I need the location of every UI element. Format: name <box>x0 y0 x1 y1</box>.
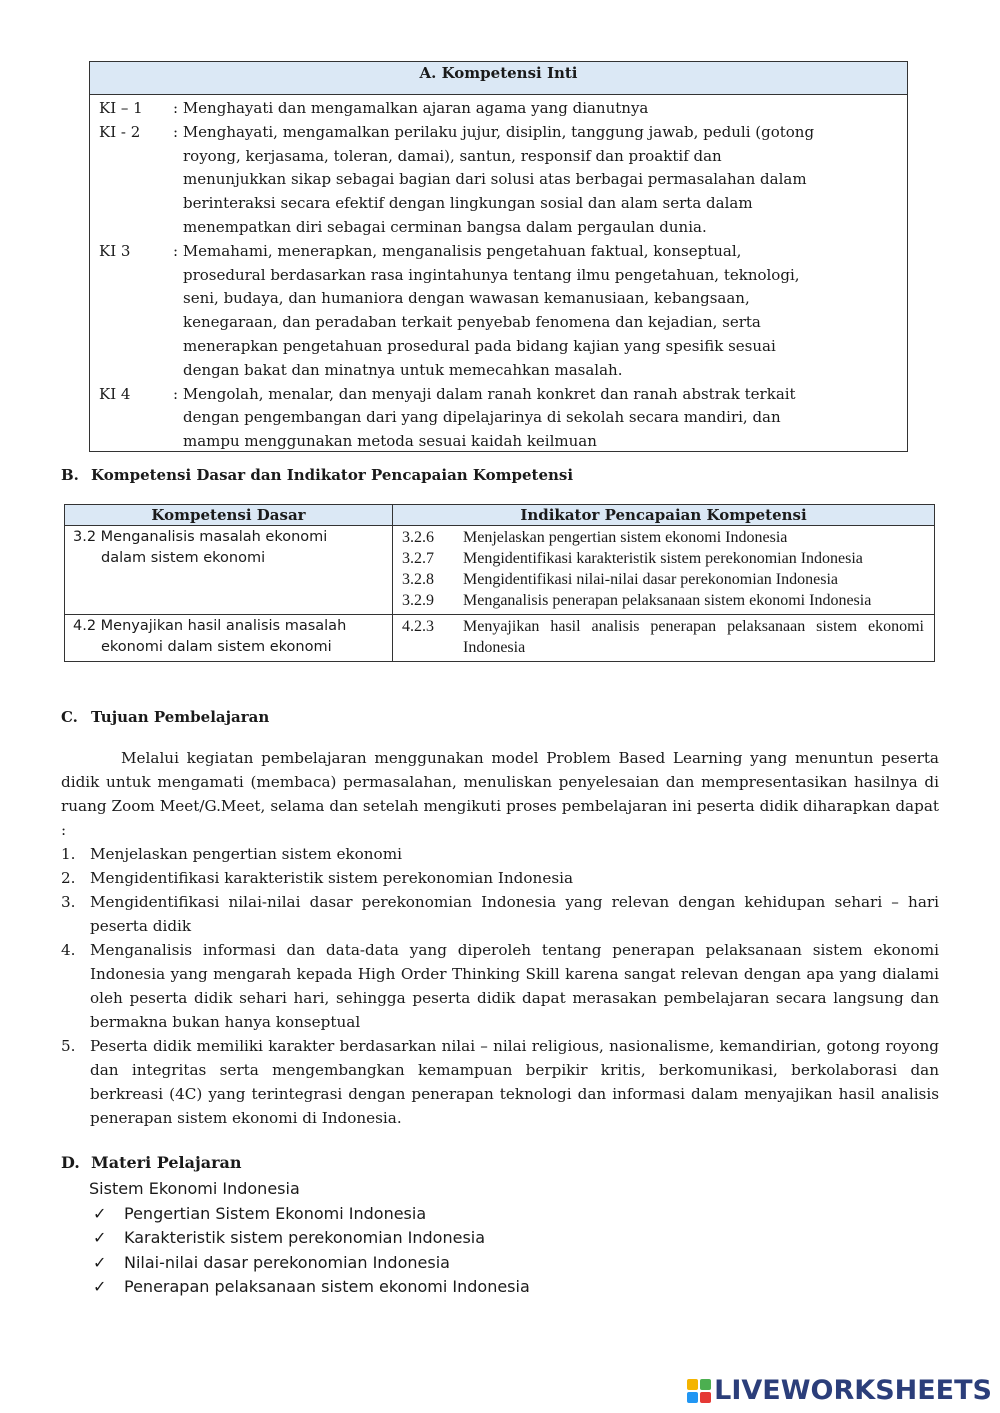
list-item <box>89 1226 530 1251</box>
logo-square <box>700 1379 711 1390</box>
section-b-heading <box>61 466 573 484</box>
ki-description <box>173 240 899 383</box>
indikator-list <box>393 526 934 614</box>
ki-description <box>173 383 899 454</box>
logo-square <box>700 1392 711 1403</box>
indikator-list <box>393 615 934 661</box>
ki-code: KI - 2 <box>99 122 141 141</box>
section-b-number: B. <box>61 466 79 484</box>
header-kompetensi-dasar: Kompetensi Dasar <box>65 505 393 526</box>
list-item <box>89 1275 530 1300</box>
ki-line: : Menghayati, mengamalkan perilaku jujur, disiplin, tanggung jawab, peduli (gotong <box>173 122 815 141</box>
indikator-text: Mengidentifikasi nilai-nilai dasar perekonomian Indonesia <box>463 571 838 588</box>
kd-line: dalam sistem ekonomi <box>101 550 266 566</box>
indikator-text: Menganalisis penerapan pelaksanaan sistem ekonomi Indonesia <box>463 592 872 609</box>
ki-item <box>99 97 899 121</box>
logo-square <box>687 1379 698 1390</box>
indikator-code: 3.2.6 <box>402 529 434 546</box>
watermark-text: LIVEWORKSHEETS <box>714 1375 992 1406</box>
materi-item-text: Karakteristik sistem perekonomian Indonesia <box>124 1228 486 1247</box>
indikator-text: Mengidentifikasi karakteristik sistem perekonomian Indonesia <box>463 550 863 567</box>
ki-item <box>99 121 899 240</box>
materi-subtitle: Sistem Ekonomi Indonesia <box>89 1179 300 1198</box>
ki-code: KI 4 <box>99 384 131 403</box>
table-row <box>65 526 935 615</box>
ki-line: dengan pengembangan dari yang dipelajarinya di sekolah secara mandiri, dan <box>183 408 781 427</box>
indikator-text: Menyajikan hasil analisis penerapan pelaksanaan sistem ekonomi Indonesia <box>463 618 924 656</box>
ki-item <box>99 240 899 383</box>
ki-code: KI 3 <box>99 241 131 260</box>
logo-square <box>687 1392 698 1403</box>
ki-line: menempatkan diri sebagai cerminan bangsa dalam pergaulan dunia. <box>183 217 707 236</box>
indikator-item <box>402 548 924 569</box>
indikator-item <box>402 569 924 590</box>
ki-line: royong, kerjasama, toleran, damai), santun, responsif dan proaktif dan <box>183 146 722 165</box>
check-icon: ✓ <box>93 1252 107 1272</box>
kompetensi-dasar-table <box>64 504 935 662</box>
ki-line: kenegaraan, dan peradaban terkait penyebab fenomena dan kejadian, serta <box>183 313 761 332</box>
ki-code: KI – 1 <box>99 99 143 117</box>
indikator-code: 3.2.9 <box>402 592 434 609</box>
section-d-number: D. <box>61 1153 80 1172</box>
check-icon: ✓ <box>93 1277 107 1296</box>
indikator-code: 3.2.7 <box>402 550 434 567</box>
ki-line: menerapkan pengetahuan prosedural pada bidang kajian yang spesifik sesuai <box>183 336 776 355</box>
ki-line: : Mengolah, menalar, dan menyaji dalam ranah konkret dan ranah abstrak terkait <box>173 384 796 403</box>
kompetensi-dasar-text <box>65 526 392 572</box>
materi-item-text: Nilai-nilai dasar perekonomian Indonesia <box>124 1252 450 1272</box>
kompetensi-inti-title: A. Kompetensi Inti <box>90 62 907 95</box>
indikator-item <box>402 527 924 548</box>
kd-line: ekonomi dalam sistem ekonomi <box>101 639 332 655</box>
tujuan-intro: Melalui kegiatan pembelajaran menggunakan model Problem Based Learning yang menuntun peserta didik untuk mengamati (membaca) permasalahan, menuliskan penyelesaian dan mempresentasikan hasilnya di ruang Zoom Meet/G.Meet, selama dan setelah mengikuti proses pembelajaran ini peserta didik diharapkan dapat : <box>61 749 939 839</box>
list-text: Mengidentifikasi nilai-nilai dasar perekonomian Indonesia yang relevan dengan kehidupan sehari – hari peserta didik <box>90 893 939 935</box>
kompetensi-inti-list <box>90 95 907 454</box>
ki-line: mampu menggunakan metoda sesuai kaidah keilmuan <box>183 432 597 451</box>
section-c-heading <box>61 708 269 726</box>
indikator-code: 4.2.3 <box>402 618 434 635</box>
materi-item-text: Pengertian Sistem Ekonomi Indonesia <box>124 1203 427 1223</box>
check-icon: ✓ <box>93 1228 107 1247</box>
indikator-item <box>402 616 924 658</box>
indikator-cell <box>393 526 935 615</box>
ki-line: seni, budaya, dan humaniora dengan wawasan kemanusiaan, kebangsaan, <box>183 289 750 308</box>
materi-pelajaran <box>89 1177 530 1300</box>
list-text: Mengidentifikasi karakteristik sistem perekonomian Indonesia <box>90 869 574 887</box>
materi-item-text: Penerapan pelaksanaan sistem ekonomi Indonesia <box>124 1277 530 1296</box>
liveworksheets-watermark <box>687 1375 992 1406</box>
ki-line: prosedural berdasarkan rasa ingintahunya tentang ilmu pengetahuan, teknologi, <box>183 265 800 284</box>
table-row <box>65 615 935 662</box>
kd-line: 4.2 Menyajikan hasil analisis masalah <box>73 618 347 634</box>
list-item <box>89 1251 530 1276</box>
list-item <box>61 842 939 866</box>
kompetensi-dasar-cell <box>65 615 393 662</box>
ki-line: : Memahami, menerapkan, menganalisis pengetahuan faktual, konseptual, <box>173 241 742 260</box>
ki-line: berinteraksi secara efektif dengan lingkungan sosial dan alam serta dalam <box>183 194 753 213</box>
indikator-code: 3.2.8 <box>402 571 434 588</box>
check-icon: ✓ <box>93 1203 107 1223</box>
liveworksheets-logo-icon <box>687 1379 711 1403</box>
kompetensi-inti-box <box>89 61 908 452</box>
ki-description <box>173 97 899 121</box>
table-header-row <box>65 505 935 526</box>
list-item <box>61 866 939 890</box>
indikator-cell <box>393 615 935 662</box>
list-number: 5. <box>61 1037 76 1055</box>
list-number: 2. <box>61 869 76 887</box>
indikator-item <box>402 590 924 611</box>
tujuan-pembelajaran <box>61 746 939 1130</box>
ki-description <box>173 121 899 240</box>
list-number: 4. <box>61 941 76 959</box>
list-number: 3. <box>61 893 76 911</box>
kompetensi-dasar-text <box>65 615 392 661</box>
list-item <box>61 1034 939 1130</box>
indikator-text: Menjelaskan pengertian sistem ekonomi Indonesia <box>463 529 788 546</box>
section-d-heading <box>61 1153 242 1172</box>
ki-line: : Menghayati dan mengamalkan ajaran agama yang dianutnya <box>173 99 649 117</box>
kd-line: 3.2 Menganalisis masalah ekonomi <box>73 529 328 545</box>
list-text: Peserta didik memiliki karakter berdasarkan nilai – nilai religious, nasionalisme, kemandirian, gotong royong dan integritas serta mengembangkan kemampuan berpikir kritis, berkomunikasi, berkolaborasi dan berkreasi (4C) yang terintegrasi dengan penerapan teknologi dan informasi dalam menyajikan hasil analisis penerapan sistem ekonomi di Indonesia. <box>90 1037 939 1127</box>
section-d-title: Materi Pelajaran <box>91 1153 242 1172</box>
list-item <box>89 1202 530 1227</box>
tujuan-list <box>61 842 939 1130</box>
header-indikator: Indikator Pencapaian Kompetensi <box>393 505 935 526</box>
ki-item <box>99 383 899 454</box>
section-c-number: C. <box>61 708 78 726</box>
list-item <box>61 890 939 938</box>
list-number: 1. <box>61 845 76 863</box>
materi-list <box>89 1202 530 1300</box>
section-b-title: Kompetensi Dasar dan Indikator Pencapaian Kompetensi <box>91 466 574 484</box>
section-c-title: Tujuan Pembelajaran <box>91 708 270 726</box>
kompetensi-dasar-cell <box>65 526 393 615</box>
list-text: Menganalisis informasi dan data-data yang diperoleh tentang penerapan pelaksanaan sistem ekonomi Indonesia yang mengarah kepada High Order Thinking Skill karena sangat relevan dengan apa yang dialami oleh peserta didik sehari hari, sehingga peserta didik dapat merasakan pembelajaran secara langsung dan bermakna bukan hanya konseptual <box>90 941 939 1031</box>
ki-line: dengan bakat dan minatnya untuk memecahkan masalah. <box>183 360 623 379</box>
list-item <box>61 938 939 1034</box>
ki-line: menunjukkan sikap sebagai bagian dari solusi atas berbagai permasalahan dalam <box>183 170 807 189</box>
list-text: Menjelaskan pengertian sistem ekonomi <box>90 845 402 863</box>
